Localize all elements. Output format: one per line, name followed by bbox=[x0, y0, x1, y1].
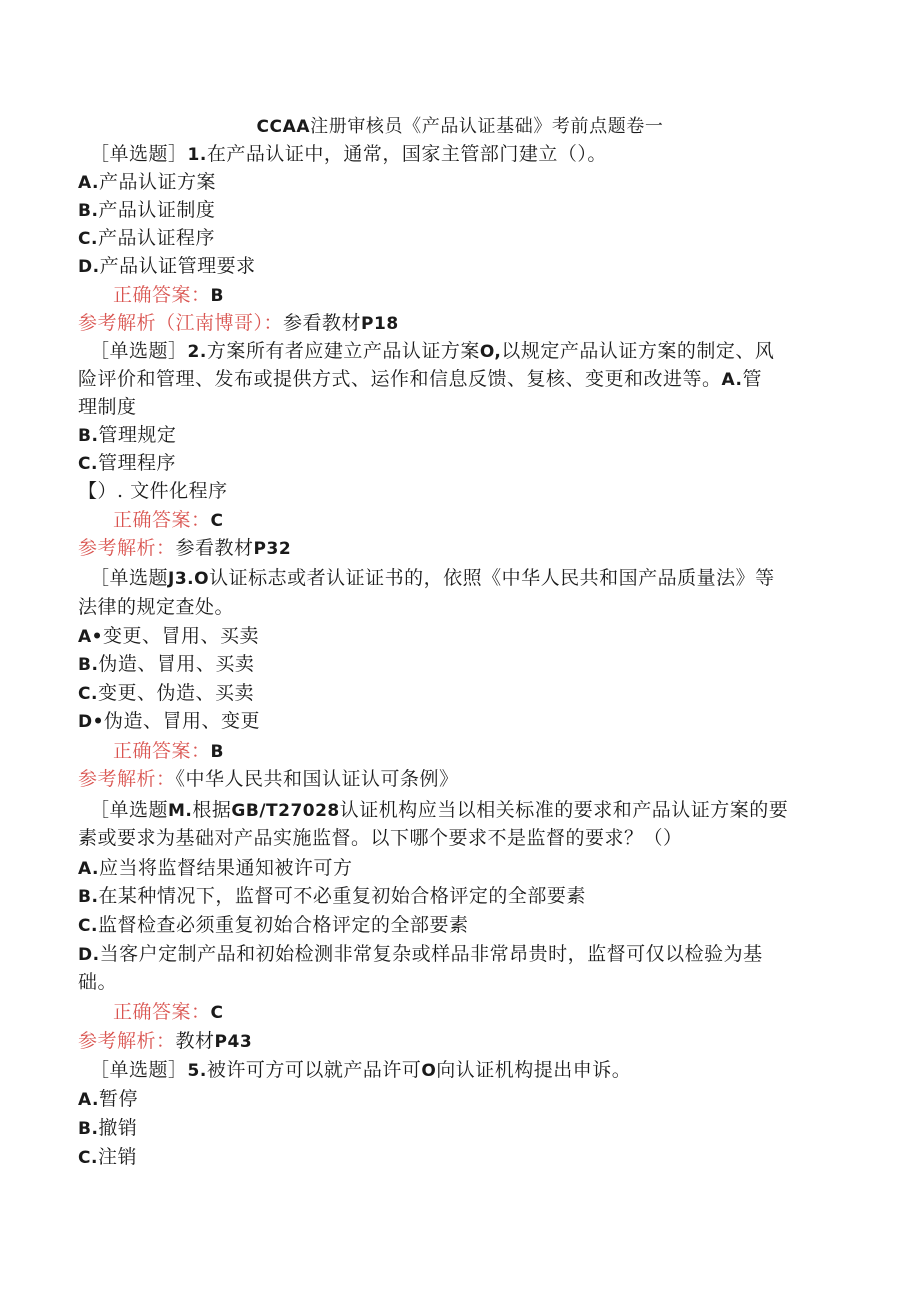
question-text: 根据 bbox=[192, 799, 232, 821]
answer-value: C bbox=[210, 511, 224, 531]
question-3-option-d bbox=[78, 707, 838, 736]
question-blank: O bbox=[421, 1061, 437, 1081]
analysis-text: 参看教材 bbox=[175, 537, 254, 559]
standard-code: GB/T27028 bbox=[231, 801, 340, 821]
question-3-option-b bbox=[78, 650, 838, 679]
option-text: 产品认证方案 bbox=[98, 171, 216, 193]
analysis-page-ref: P18 bbox=[361, 314, 399, 334]
option-key: C. bbox=[78, 684, 98, 704]
question-type-tag: ［单选题］ bbox=[90, 143, 188, 165]
question-3-answer bbox=[113, 737, 873, 766]
analysis-label: 参考解析： bbox=[78, 1030, 176, 1052]
option-key: B. bbox=[78, 426, 99, 446]
question-4-analysis bbox=[78, 1027, 838, 1056]
option-text: 【）. 文件化程序 bbox=[78, 480, 228, 502]
question-2-option-a-cont bbox=[78, 393, 838, 421]
question-blank: O, bbox=[479, 342, 502, 362]
option-key: C. bbox=[78, 229, 98, 249]
question-3-option-a bbox=[78, 622, 838, 651]
option-key: D. bbox=[78, 257, 100, 277]
option-text: 伪造、冒用、买卖 bbox=[98, 653, 255, 675]
option-text: 撤销 bbox=[98, 1117, 138, 1139]
option-key: C. bbox=[78, 1148, 98, 1168]
question-3-stem-line-2 bbox=[78, 593, 838, 621]
analysis-text: 参看教材 bbox=[283, 312, 362, 334]
question-text: 以规定产品认证方案的制定、风 bbox=[501, 340, 775, 362]
question-2-answer bbox=[113, 506, 873, 535]
title-prefix: CCAA bbox=[256, 117, 311, 137]
option-key: B. bbox=[78, 201, 99, 221]
answer-label: 正确答案： bbox=[113, 509, 211, 531]
option-text: 理制度 bbox=[78, 396, 137, 418]
question-1-analysis bbox=[78, 309, 838, 338]
analysis-text: 教材 bbox=[175, 1030, 215, 1052]
question-1-answer bbox=[113, 281, 873, 310]
analysis-label: 参考解析： bbox=[78, 537, 176, 559]
option-key: A• bbox=[78, 627, 104, 647]
option-text: 变更、冒用、买卖 bbox=[103, 625, 260, 647]
analysis-text: 《中华人民共和国认证认可条例》 bbox=[175, 768, 459, 790]
question-text: 认证机构应当以相关标准的要求和产品认证方案的要 bbox=[339, 799, 789, 821]
option-key: A. bbox=[78, 859, 99, 879]
question-2-option-d bbox=[78, 477, 838, 505]
option-text: 管 bbox=[742, 368, 762, 390]
answer-label: 正确答案： bbox=[113, 740, 211, 762]
question-number: 1. bbox=[187, 145, 207, 165]
question-1-option-a bbox=[78, 168, 838, 197]
option-text: 础。 bbox=[78, 971, 118, 993]
question-text: 在产品认证中，通常，国家主管部门建立（）。 bbox=[206, 143, 607, 165]
answer-label: 正确答案： bbox=[113, 284, 211, 306]
question-type-tag: ［单选题］ bbox=[90, 340, 188, 362]
option-text: 暂停 bbox=[98, 1088, 138, 1110]
question-type-tag: ［单选题 bbox=[90, 799, 169, 821]
question-text: 被许可方可以就产品许可 bbox=[206, 1059, 422, 1081]
analysis-label: 参考解析： bbox=[78, 768, 176, 790]
question-2-option-c bbox=[78, 449, 838, 478]
question-number: M. bbox=[168, 801, 193, 821]
question-1-option-c bbox=[78, 224, 838, 253]
analysis-page-ref: P43 bbox=[214, 1032, 253, 1052]
question-5-option-a bbox=[78, 1085, 838, 1114]
question-2-stem bbox=[90, 337, 850, 366]
question-1-option-b bbox=[78, 196, 838, 225]
question-3-analysis bbox=[78, 765, 838, 793]
question-1-stem bbox=[90, 140, 850, 169]
option-text: 监督检查必须重复初始合格评定的全部要素 bbox=[97, 914, 469, 936]
option-text: 在某种情况下，监督可不必重复初始合格评定的全部要素 bbox=[98, 885, 586, 907]
answer-value: B bbox=[210, 286, 224, 306]
question-4-option-d-cont bbox=[78, 968, 838, 996]
question-text: 素或要求为基础对产品实施监督。以下哪个要求不是监督的要求？（） bbox=[78, 827, 683, 849]
question-2-analysis bbox=[78, 534, 838, 563]
option-text: 当客户定制产品和初始检测非常复杂或样品非常昂贵时，监督可仅以检验为基 bbox=[99, 943, 763, 965]
option-text: 变更、伪造、买卖 bbox=[97, 682, 254, 704]
option-text: 管理程序 bbox=[97, 452, 176, 474]
question-4-option-d bbox=[78, 940, 838, 969]
option-key: D. bbox=[78, 945, 100, 965]
option-key: B. bbox=[78, 887, 99, 907]
option-key: B. bbox=[78, 655, 99, 675]
question-type-tag: ［单选题 bbox=[90, 567, 169, 589]
question-text: 方案所有者应建立产品认证方案 bbox=[206, 340, 480, 362]
question-2-option-b bbox=[78, 421, 838, 450]
page-title bbox=[0, 113, 920, 141]
question-3-stem bbox=[90, 564, 850, 593]
question-4-option-b bbox=[78, 882, 838, 911]
answer-value: B bbox=[210, 742, 224, 762]
question-text: 向认证机构提出申诉。 bbox=[436, 1059, 632, 1081]
question-text: 法律的规定查处。 bbox=[78, 596, 235, 618]
option-key: A. bbox=[78, 1090, 99, 1110]
question-4-stem-line-2 bbox=[78, 824, 838, 852]
question-3-option-c bbox=[78, 679, 838, 708]
question-type-tag: ［单选题］ bbox=[90, 1059, 188, 1081]
question-1-option-d bbox=[78, 252, 838, 281]
question-4-stem bbox=[90, 796, 850, 825]
option-text: 应当将监督结果通知被许可方 bbox=[98, 857, 353, 879]
option-text: 注销 bbox=[97, 1146, 137, 1168]
question-5-stem bbox=[90, 1056, 850, 1085]
question-text: 险评价和管理、发布或提供方式、运作和信息反馈、复核、变更和改进等。 bbox=[78, 368, 722, 390]
analysis-label: 参考解析（江南博哥）： bbox=[78, 312, 284, 334]
question-4-answer bbox=[113, 998, 873, 1027]
question-4-option-c bbox=[78, 911, 838, 940]
option-key: D• bbox=[78, 712, 104, 732]
question-number: 5. bbox=[187, 1061, 207, 1081]
answer-value: C bbox=[210, 1003, 224, 1023]
option-text: 伪造、冒用、变更 bbox=[103, 710, 260, 732]
option-text: 产品认证程序 bbox=[97, 227, 215, 249]
question-number: J3.O bbox=[168, 569, 210, 589]
title-text: 注册审核员《产品认证基础》考前点题卷一 bbox=[310, 116, 664, 137]
analysis-page-ref: P32 bbox=[253, 539, 292, 559]
question-number: 2. bbox=[187, 342, 207, 362]
option-text: 产品认证管理要求 bbox=[99, 255, 256, 277]
question-2-stem-line-2 bbox=[78, 365, 838, 394]
question-5-option-b bbox=[78, 1114, 838, 1143]
question-5-option-c bbox=[78, 1143, 838, 1172]
option-text: 产品认证制度 bbox=[98, 199, 216, 221]
option-key: C. bbox=[78, 916, 98, 936]
option-key: B. bbox=[78, 1119, 99, 1139]
option-key: A. bbox=[721, 370, 743, 390]
answer-label: 正确答案： bbox=[113, 1001, 211, 1023]
option-key: C. bbox=[78, 454, 98, 474]
option-text: 管理规定 bbox=[98, 424, 177, 446]
question-4-option-a bbox=[78, 854, 838, 883]
question-text: 认证标志或者认证证书的，依照《中华人民共和国产品质量法》等 bbox=[209, 567, 775, 589]
option-key: A. bbox=[78, 173, 99, 193]
